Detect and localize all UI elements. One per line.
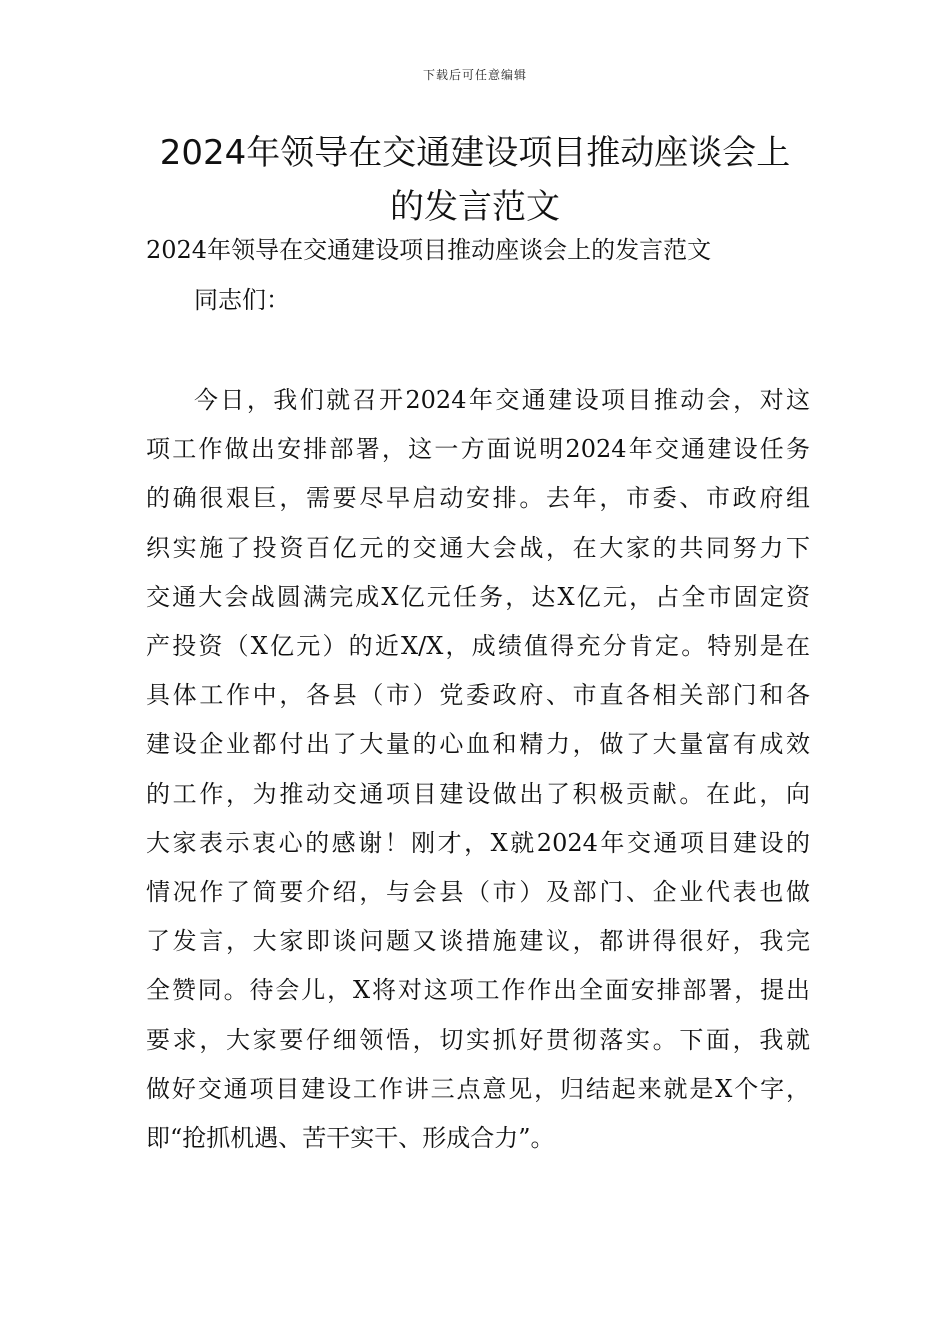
paragraph-line: 了发言，大家即谈问题又谈措施建议，都讲得很好，我完 [146, 927, 810, 956]
paragraph-line: 建设企业都付出了大量的心血和精力，做了大量富有成效 [146, 730, 810, 759]
paragraph-line: 大家表示衷心的感谢！刚才，X就2024年交通项目建设的 [146, 828, 810, 857]
paragraph-line: 项工作做出安排部署，这一方面说明2024年交通建设任务 [146, 435, 810, 464]
document-subtitle: 2024年领导在交通建设项目推动座谈会上的发言范文 [146, 236, 712, 264]
paragraph-line: 情况作了简要介绍，与会县（市）及部门、企业代表也做 [146, 878, 810, 907]
paragraph-line: 织实施了投资百亿元的交通大会战，在大家的共同努力下 [146, 533, 810, 562]
header-note: 下载后可任意编辑 [422, 68, 527, 82]
paragraph-line: 的工作，为推动交通项目建设做出了积极贡献。在此，向 [146, 779, 810, 808]
body-paragraph [146, 376, 810, 1163]
paragraph-line: 做好交通项目建设工作讲三点意见，归结起来就是X个字， [146, 1074, 810, 1103]
paragraph-line: 即“抢抓机遇、苦干实干、形成合力”。 [146, 1124, 555, 1153]
salutation: 同志们： [194, 286, 290, 314]
paragraph-line: 的确很艰巨，需要尽早启动安排。去年，市委、市政府组 [146, 484, 810, 513]
paragraph-line: 今日，我们就召开2024年交通建设项目推动会，对这 [194, 386, 810, 414]
paragraph-line: 交通大会战圆满完成X亿元任务，达X亿元，占全市固定资 [146, 582, 810, 611]
title-line: 2024年领导在交通建设项目推动座谈会上 [159, 133, 791, 173]
document-title [140, 126, 810, 234]
paragraph-line: 要求，大家要仔细领悟，切实抓好贯彻落实。下面，我就 [146, 1025, 810, 1054]
paragraph-line: 具体工作中，各县（市）党委政府、市直各相关部门和各 [146, 681, 810, 710]
title-line: 的发言范文 [390, 187, 560, 227]
paragraph-line: 产投资（X亿元）的近X/X，成绩值得充分肯定。特别是在 [146, 632, 810, 661]
paragraph-line: 全赞同。待会儿，X将对这项工作作出全面安排部署，提出 [146, 976, 810, 1005]
